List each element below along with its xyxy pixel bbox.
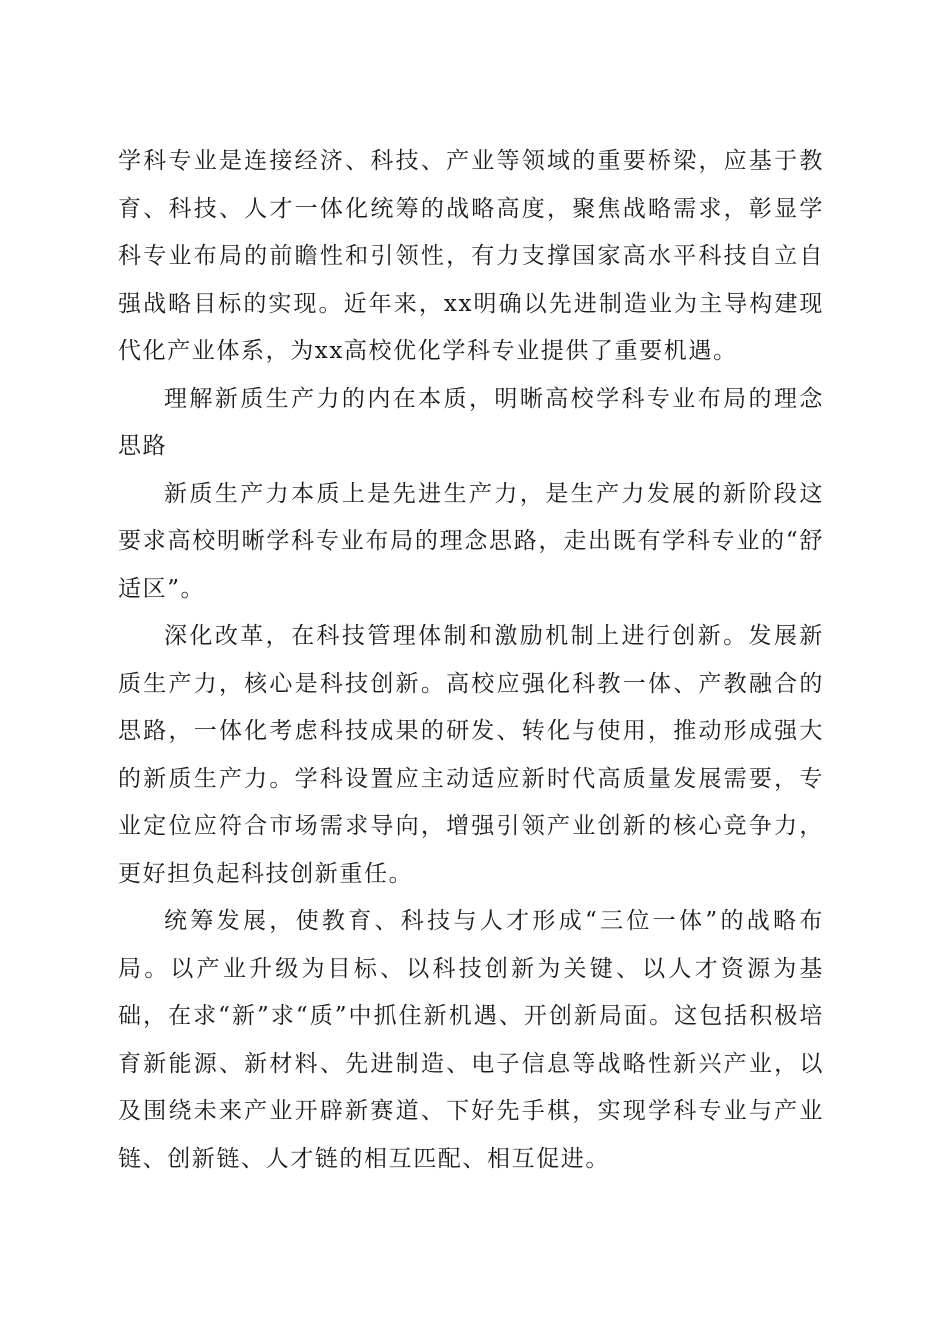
section-heading: 理解新质生产力的内在本质，明晰高校学科专业布局的理念思路 (118, 385, 824, 459)
coordination-paragraph: 统筹发展，使教育、科技与人才形成“三位一体”的战略布局。以产业升级为目标、以科技创新为关键、以人才资源为基础，在求“新”求“质”中抓住新机遇、开创新局面。这包括积极培育新能源、新材料、先进制造、电子信息等战略性新兴产业，以及围绕未来产业开辟新赛道、下好先手棋，实现学科专业与产业链、创新链、人才链的相互匹配、相互促进。 (118, 908, 824, 1172)
document-page (118, 138, 824, 1183)
essence-paragraph: 新质生产力本质上是先进生产力，是生产力发展的新阶段这要求高校明晰学科专业布局的理念思路，走出既有学科专业的“舒适区”。 (118, 480, 824, 602)
intro-paragraph: 学科专业是连接经济、科技、产业等领域的重要桥梁，应基于教育、科技、人才一体化统筹的战略高度，聚焦战略需求，彰显学科专业布局的前瞻性和引领性，有力支撑国家高水平科技自立自强战略目标的实现。近年来，xx明确以先进制造业为主导构建现代化产业体系，为xx高校优化学科专业提供了重要机遇。 (118, 148, 824, 364)
reform-paragraph: 深化改革，在科技管理体制和激励机制上进行创新。发展新质生产力，核心是科技创新。高校应强化科教一体、产教融合的思路，一体化考虑科技成果的研发、转化与使用，推动形成强大的新质生产力。学科设置应主动适应新时代高质量发展需要，专业定位应符合市场需求导向，增强引领产业创新的核心竞争力，更好担负起科技创新重任。 (118, 623, 824, 887)
